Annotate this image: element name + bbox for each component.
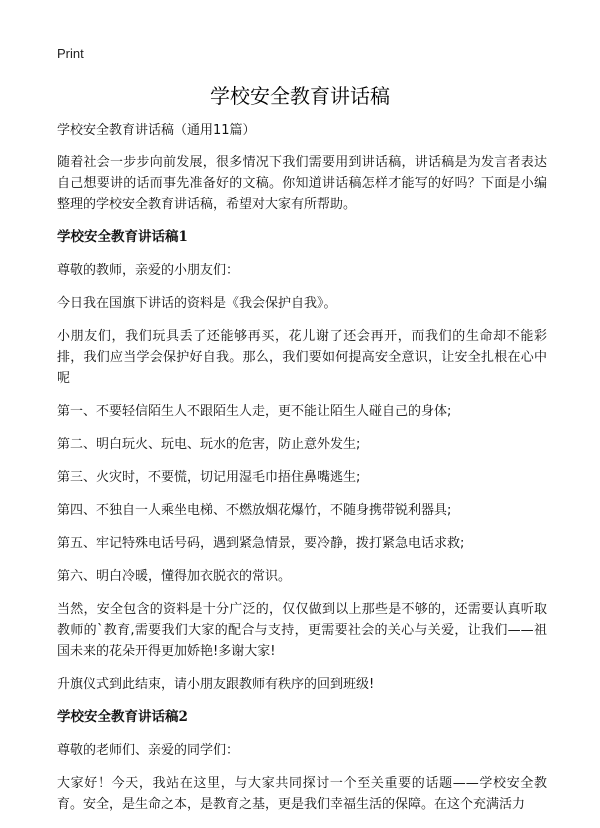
document-body [57,120,547,827]
section-1-paragraph: 第六、明白冷暖，懂得加衣脱衣的常识。 [57,569,292,584]
section-1-paragraph: 今日我在国旗下讲话的资料是《我会保护自我》。 [57,296,337,311]
intro-paragraph: 随着社会一步步向前发展，很多情况下我们需要用到讲话稿，讲话稿是为发言者表达自己想要讲的话而事先准备好的文稿。你知道讲话稿怎样才能写的好吗？下面是小编整理的学校安全教育讲话稿，希望对大家有所帮助。 [57,155,547,212]
section-2-paragraph: 大家好！今天，我站在这里，与大家共同探讨一个至关重要的话题——学校安全教育。安全，是生命之本，是教育之基，更是我们幸福生活的保障。在这个充满活力 [57,776,547,812]
section-2-heading: 学校安全教育讲话稿2 [57,709,188,725]
section-2-paragraph: 尊敬的老师们、亲爱的同学们： [57,743,240,758]
section-1-paragraph: 尊敬的教师，亲爱的小朋友们： [57,263,240,278]
section-1-heading: 学校安全教育讲话稿1 [57,229,188,245]
document-subtitle: 学校安全教育讲话稿（通用11篇） [57,123,256,138]
print-link[interactable]: Print [57,46,84,61]
section-1-paragraph: 第一、不要轻信陌生人不跟陌生人走，更不能让陌生人碰自己的身体; [57,404,452,419]
section-1-paragraph: 升旗仪式到此结束，请小朋友跟教师有秩序的回到班级! [57,677,375,692]
section-1-paragraph: 当然，安全包含的资料是十分广泛的，仅仅做到以上那些是不够的，还需要认真听取教师的`教育,需要我们大家的配合与支持，更需要社会的关心与关爱，让我们——祖国未来的花朵开得更加娇艳!多谢大家! [57,602,547,659]
section-1-paragraph: 第二、明白玩火、玩电、玩水的危害，防止意外发生; [57,437,361,452]
section-1-paragraph: 第三、火灾时，不要慌，切记用湿毛巾捂住鼻嘴逃生; [57,470,361,485]
section-1-paragraph: 第四、不独自一人乘坐电梯、不燃放烟花爆竹，不随身携带锐利器具; [57,503,452,518]
page-title: 学校安全教育讲话稿 [210,84,390,108]
section-1-paragraph: 小朋友们，我们玩具丢了还能够再买，花儿谢了还会再开，而我们的生命却不能彩排，我们应当学会保护好自我。那么，我们要如何提高安全意识，让安全扎根在心中呢 [57,329,547,386]
section-1-paragraph: 第五、牢记特殊电话号码，遇到紧急情景，要冷静，拨打紧急电话求救; [57,536,465,551]
